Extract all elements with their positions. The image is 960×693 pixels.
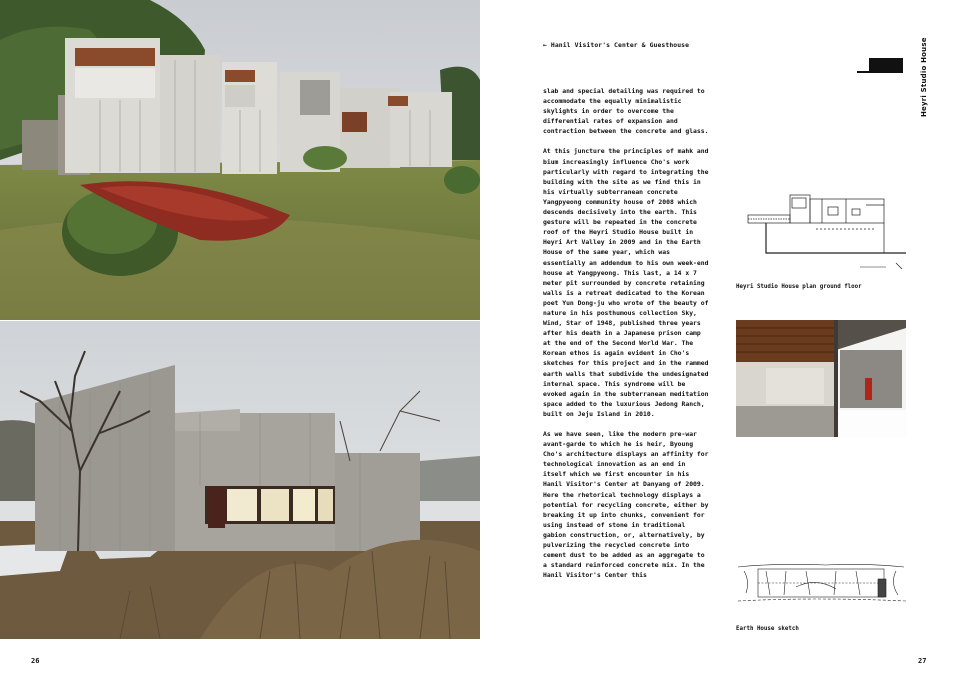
caption-sketch: Earth House sketch	[736, 626, 799, 632]
back-link-hanil[interactable]: ← Hanil Visitor's Center & Guesthouse	[543, 41, 690, 49]
concrete-building-illustration	[0, 321, 480, 639]
page-number-right: 27	[918, 657, 927, 665]
heyri-plan-drawing	[736, 189, 910, 275]
photo-interior-earth-house	[736, 320, 906, 437]
paragraph: slab and special detailing was required to accommodate the equally minimalistic skylights in order to overcome the differential rates of expansion and contraction between the concrete and glass.	[543, 87, 709, 136]
section-title-vertical	[920, 37, 930, 121]
body-text-column	[543, 86, 711, 590]
paragraph: At this juncture the principles of mahk and bium increasingly influence Cho's work particularly with regard to integrating the building with the site as we find this in his virtually subterranean concrete Yangpyeong community house of 2008 which descends decisively into the earth. This gesture will be repeated in the concrete roof of the Heyri Studio House built in Heyri Art Valley in 2009 and in the Earth House of the same year, which was essentially an addendum to his own week-end house at Yangpyeong. This last, a 14 x 7 meter pit surrounded by concrete retaining walls is a retreat dedicated to the Korean poet Yun Dong-ju who wrote of the beauty of nature in his posthumous collection Sky, Wind, Star of 1948, published three years after his death in a Japanese prison camp at the end of the Second World War. The Korean ethos is again evident in Cho's sketches for this project and in the rammed earth walls that subdivide the undesignated internal space. This syndrome will be evoked again in the subterranean meditation space added to the luxurious Jedong Ranch, built on Jeju Island in 2010.	[543, 147, 709, 418]
caption-plan: Heyri Studio House plan ground floor	[736, 284, 862, 290]
page-number-left: 26	[31, 657, 40, 665]
paragraph: As we have seen, like the modern pre-war avant-garde to which he is heir, Byoung Cho's architecture displays an affinity for technological innovation as an end in itself which we first encounter in his Hanil Visitor's Center at Danyang of 2009. Here the rhetorical technology displays a potential for recycling concrete, either by breaking it up into chunks, convenient for using instead of stone in traditional gabion construction, or, alternatively, by pulverizing the recycled concrete into cement dust to be added as an aggregate to a standard reinforced concrete mix. In the Hanil Visitor's Center this	[543, 430, 709, 580]
photo-concrete-building-winter	[0, 321, 480, 639]
photo-hanil-visitor-center	[0, 0, 480, 320]
section-marker-icon	[857, 58, 903, 74]
hanil-photo-illustration	[0, 0, 480, 320]
earth-house-sketch	[736, 557, 908, 607]
section-title-text: Heyri Studio House	[920, 37, 928, 117]
